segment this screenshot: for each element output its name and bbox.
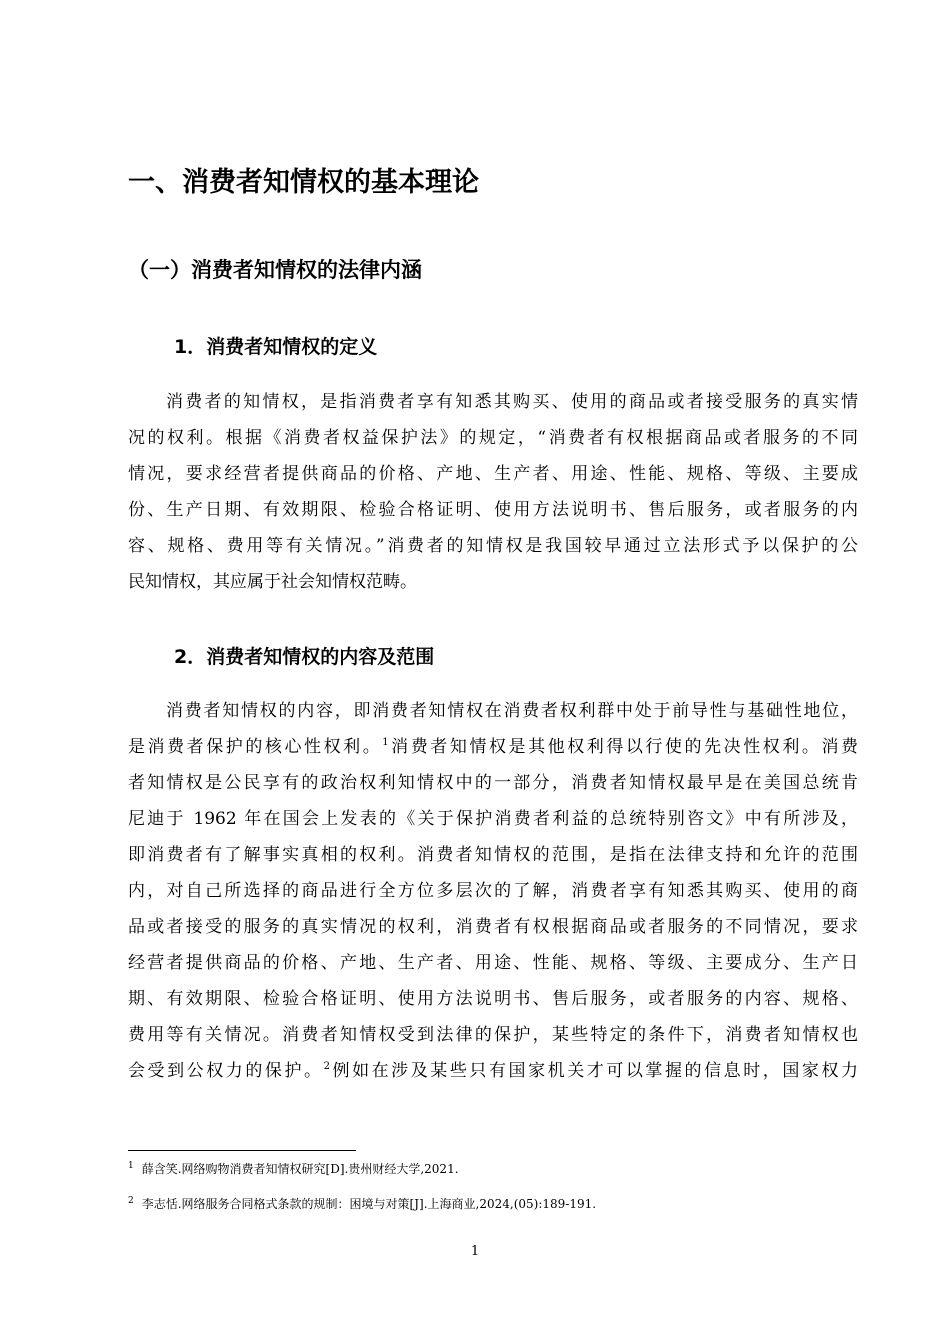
footnote-ref[interactable]: 2	[323, 1061, 330, 1072]
paragraph-line: 消费者知情权的内容，即消费者知情权在消费者权利群中处于前导性与基础性地位，	[166, 701, 858, 721]
paragraph-line: 况的权利。根据《消费者权益保护法》的规定，“消费者有权根据商品或者服务的不同	[128, 428, 858, 448]
paragraph-line: 者知情权是公民享有的政治权利知情权中的一部分，消费者知情权最早是在美国总统肯	[128, 773, 858, 793]
paragraph-line: 费用等有关情况。消费者知情权受到法律的保护，某些特定的条件下，消费者知情权也	[128, 1025, 858, 1045]
line-segment: 消费者知情权是其他权利得以行使的先决性权利。消费	[388, 737, 858, 757]
paragraph-line: 内，对自己所选择的商品进行全方位多层次的了解，消费者享有知悉其购买、使用的商	[128, 881, 858, 901]
footnote-1	[128, 1160, 459, 1177]
footnote-ref[interactable]: 1	[382, 737, 389, 748]
footnote-number: 2	[128, 1196, 134, 1206]
line-segment: 例如在涉及某些只有国家机关才可以掌握的信息时，国家权力	[329, 1061, 858, 1081]
line-segment: 是消费者保护的核心性权利。	[128, 737, 383, 757]
page-number: 1	[470, 1244, 480, 1259]
paragraph-scope	[128, 693, 858, 1089]
footnote-text: 李志恬.网络服务合同格式条款的规制：困境与对策[J].上海商业,2024,(05):189-191.	[141, 1197, 597, 1211]
paragraph-definition	[128, 384, 858, 600]
paragraph-line: 经营者提供商品的价格、产地、生产者、用途、性能、规格、等级、主要成分、生产日	[128, 953, 858, 973]
subsection-heading-scope: 2．消费者知情权的内容及范围	[174, 646, 435, 668]
footnote-number: 1	[128, 1161, 134, 1171]
paragraph-line: 份、生产日期、有效期限、检验合格证明、使用方法说明书、售后服务，或者服务的内	[128, 500, 858, 520]
paragraph-line: 期、有效期限、检验合格证明、使用方法说明书、售后服务，或者服务的内容、规格、	[128, 989, 858, 1009]
paragraph-line: 消费者的知情权，是指消费者享有知悉其购买、使用的商品或者接受服务的真实情	[166, 392, 858, 412]
paragraph-line: 情况，要求经营者提供商品的价格、产地、生产者、用途、性能、规格、等级、主要成	[128, 464, 858, 484]
paragraph-line: 尼迪于 1962 年在国会上发表的《关于保护消费者利益的总统特别咨文》中有所涉及，	[128, 809, 858, 829]
footnote-separator	[128, 1150, 356, 1151]
footnote-2	[128, 1195, 596, 1212]
paragraph-line: 品或者接受的服务的真实情况的权利，消费者有权根据商品或者服务的不同情况，要求	[128, 917, 858, 937]
paragraph-line: 民知情权，其应属于社会知情权范畴。	[128, 572, 417, 592]
chapter-heading: 一、消费者知情权的基本理论	[128, 167, 479, 198]
paragraph-line: 即消费者有了解事实真相的权利。消费者知情权的范围，是指在法律支持和允许的范围	[128, 845, 858, 865]
footnote-text: 薛含笑.网络购物消费者知情权研究[D].贵州财经大学,2021.	[141, 1162, 459, 1176]
paragraph-line	[128, 1053, 858, 1089]
line-segment: 会受到公权力的保护。	[128, 1061, 324, 1081]
section-heading: （一）消费者知情权的法律内涵	[128, 258, 422, 282]
subsection-heading-definition: 1．消费者知情权的定义	[174, 336, 378, 358]
paragraph-line: 容、规格、费用等有关情况。”消费者的知情权是我国较早通过立法形式予以保护的公	[128, 536, 858, 556]
paragraph-line	[128, 729, 858, 765]
